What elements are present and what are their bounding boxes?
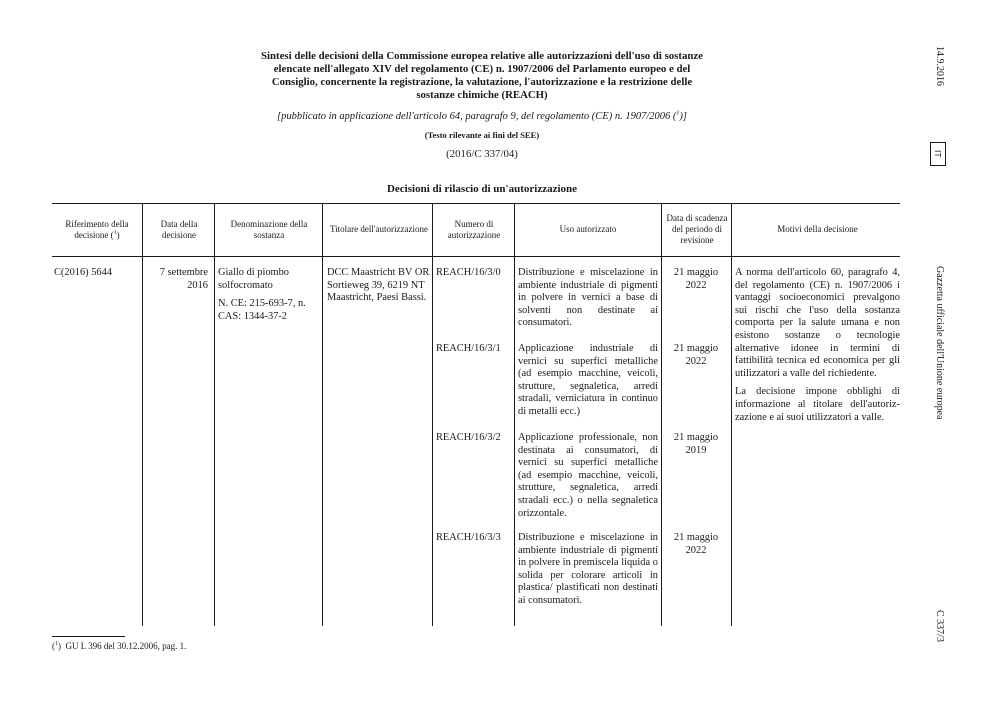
authorisation-number: REACH/16/3/1 [436,343,501,354]
authorisation-holder: DCC Maastricht BV OR Sortieweg 39, 6219 NT Maastricht, Paesi Bassi. [327,267,430,304]
review-period-end: 21 maggio 2022 [673,343,719,367]
column-divider [214,203,215,626]
document-heading [238,50,726,102]
header-reasons: Motivi della decisione [777,224,858,234]
substance-name: Giallo di piombo solfocromato [218,267,289,291]
reasons-paragraph-1: A norma dell'articolo 60, paragrafo 4, del regolamento (CE) n. 1907/2006 i vantaggi socioeconomici prevalgono sui rischi che l'uso della sostanza comporta per la salute umana e non esistono sostanze o tecnologie alternative idonee in termini di fattibilità tecnica ed economica per gli utilizzatori a valle del richiedente. [735,267,900,379]
margin-date: 14.9.2016 [934,46,945,86]
header-substance: Denominazione della sostanza [230,218,308,240]
review-period-end: 21 maggio 2022 [673,532,719,556]
authorised-use: Distribuzione e miscelazione in ambiente industriale di pigmenti in polvere in premiscela liquida o solida per colorare articoli in plastica/ plastificati non destinati ai consumatori. [518,532,658,606]
authorisation-number: REACH/16/3/0 [436,267,501,278]
authorisation-number: REACH/16/3/2 [436,432,501,443]
heading-line-1: Sintesi delle decisioni della Commissione europea relative alle autorizzazioni dell'uso di sostanze [261,50,703,62]
reasons-paragraph-2: La decisione impone obblighi di informazione al titolare dell'autorizzazione e ai suoi utilizzatori a valle. [735,386,900,423]
header-holder: Titolare dell'autorizzazione [329,224,428,234]
column-divider [731,203,732,626]
header-auth-number: Numero di autorizzazione [447,218,501,240]
column-divider [142,203,143,626]
column-divider [661,203,662,626]
column-divider [322,203,323,626]
column-divider [514,203,515,626]
header-decision-date: Data della decisione [160,218,198,240]
heading-line-4: sostanze chimiche (REACH) [416,89,548,101]
authorised-use: Applicazione industriale di vernici su superfici metalliche (ad esempio macchine, veicoli, strutture, segnaletica, arredi stradali, verniciatura in continuo di metalli ecc.) [518,343,658,417]
header-decision-ref: Riferimento della decisione ($^1$) [65,218,129,240]
document-reference: (2016/C 337/04) [446,148,518,160]
footnote: ($^1$) GU L 396 del 30.12.2006, pag. 1. [52,641,187,651]
heading-line-3: Consiglio, concernente la registrazione, la valutazione, l'autorizzazione e la restrizione delle [271,76,693,88]
header-authorised-use: Uso autorizzato [559,224,617,234]
review-period-end: 21 maggio 2019 [673,432,719,456]
table-header-rule [52,256,900,257]
table-top-rule [52,203,900,204]
eea-relevance: (Testo rilevante ai fini del SEE) [424,130,540,140]
footnote-ref: 1 [676,110,680,117]
language-badge: IT [930,142,946,166]
section-title: Decisioni di rilascio di un'autorizzazione [386,183,578,195]
decision-reasons [735,267,900,430]
substance-identifiers: N. CE: 215-693-7, n. CAS: 1344-37-2 [218,298,306,322]
authorisation-number: REACH/16/3/3 [436,532,501,543]
authorised-use: Distribuzione e miscelazione in ambiente industriale di pigmenti in polvere in vernici a base di solventi non destinate ai consumatori. [518,267,658,329]
footnote-rule [52,636,125,637]
journal-name: Gazzetta ufficiale dell'Unione europea [934,266,945,420]
column-divider [432,203,433,626]
review-period-end: 21 maggio 2022 [673,267,719,291]
header-review-date: Data di scadenza del periodo di revisione [666,213,728,245]
decision-reference: C(2016) 5644 [54,267,113,278]
heading-line-2: elencate nell'allegato XIV del regolamento (CE) n. 1907/2006 del Parlamento europeo e del [273,63,691,75]
publication-note: [pubblicato in applicazione dell'articolo 64, paragrafo 9, del regolamento (CE) n. 1907/2006 ($^1$)] [277,110,687,122]
authorised-use: Applicazione professionale, non destinata ai consumatori, di vernici su superfici metalliche (ad esempio macchine, veicoli, strutture, segnaletica, arredi stradali ecc.) o nella segnaletica orizzontale. [518,432,658,519]
decision-date: 7 settembre 2016 [159,267,208,291]
page-reference: C 337/3 [934,610,945,642]
substance-cell [218,267,320,329]
